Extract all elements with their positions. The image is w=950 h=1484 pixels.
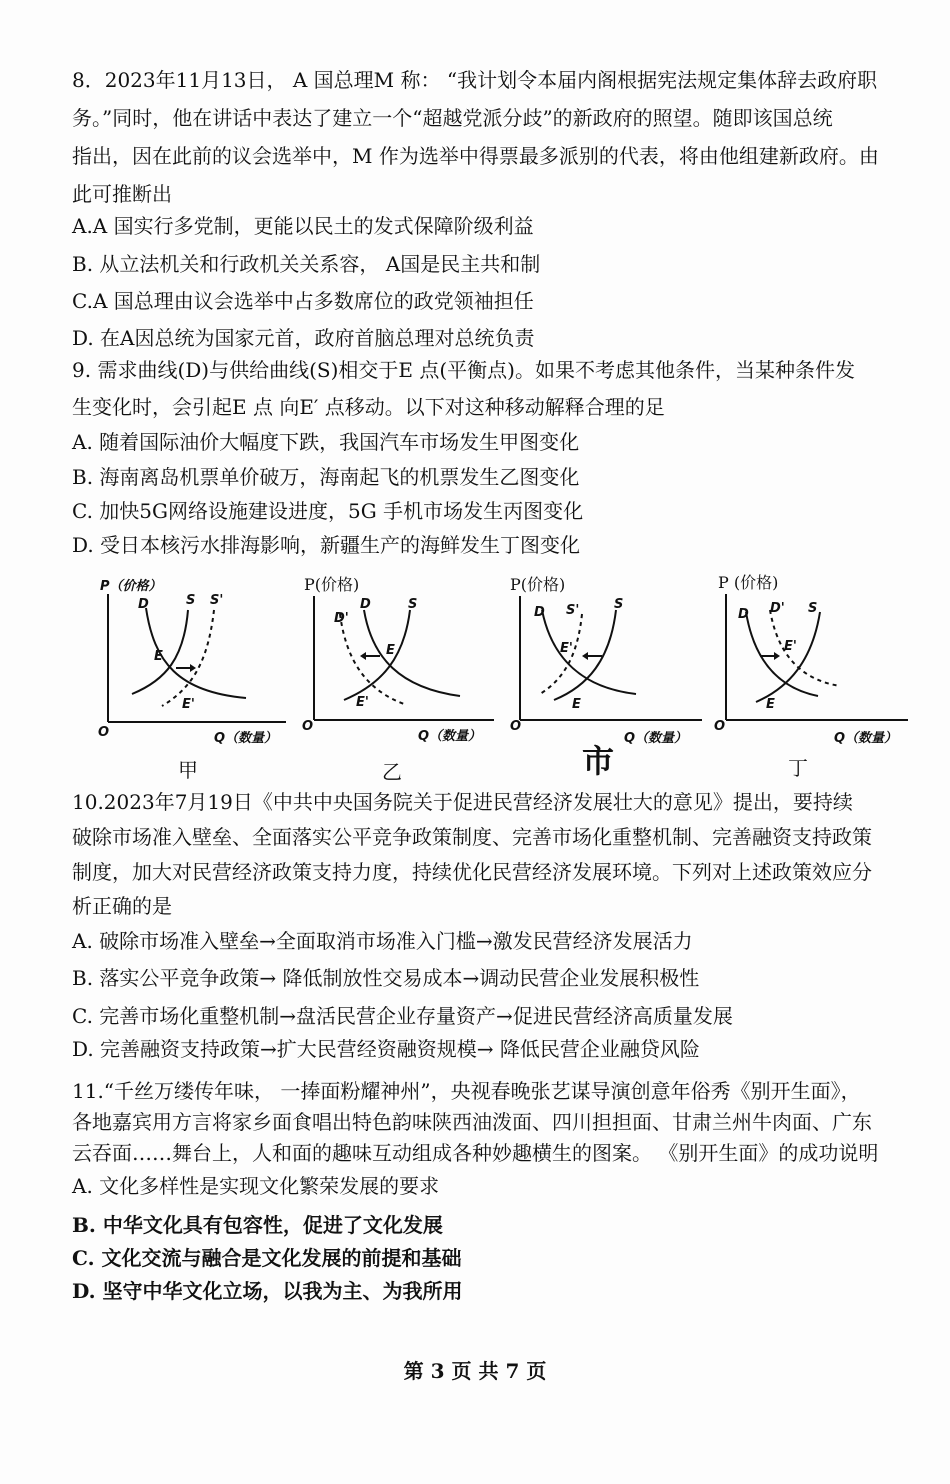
graph-jia-origin: O bbox=[98, 725, 110, 740]
graph-ding-label-d: D bbox=[738, 607, 749, 622]
graph-bing-label-s: S bbox=[614, 597, 624, 612]
graph-yi-caption: 乙 bbox=[382, 760, 402, 784]
graph-yi-label-d-prime: D' bbox=[334, 611, 349, 626]
q10-stem-line-4: 析正确的是 bbox=[72, 894, 172, 918]
graph-yi-origin: O bbox=[302, 719, 314, 734]
graph-ding-p-label: P (价格) bbox=[718, 573, 779, 592]
q8-stem-line-1: 8．2023年11月13日， A 国总理M 称： “我计划令本届内阁根据宪法规定集体辞去政府职 bbox=[72, 68, 878, 92]
graph-ding-demand-curve-new bbox=[770, 610, 840, 686]
q10-option-b: B. 落实公平竞争政策→ 降低制放性交易成本→调动民营企业发展积极性 bbox=[72, 966, 700, 990]
graph-bing-label-d: D bbox=[534, 605, 545, 620]
graph-jia-label-s-prime: S' bbox=[210, 593, 224, 608]
graph-yi-label-s: S bbox=[408, 597, 418, 612]
graph-bing-arrow-head bbox=[582, 652, 588, 660]
graph-ding-label-s: S bbox=[808, 601, 818, 616]
graph-jia-label-d: D bbox=[138, 597, 149, 612]
q11-stem-line-3: 云吞面……舞台上，人和面的趣味互动组成各种妙趣横生的图案。 《别开生面》的成功说明 bbox=[72, 1141, 879, 1165]
graph-jia-point-e: E bbox=[154, 649, 163, 664]
q10-option-a: A. 破除市场准入壁垒→全面取消市场准入门槛→激发民营经济发展活力 bbox=[72, 929, 693, 953]
graph-yi-demand-curve bbox=[364, 610, 460, 696]
graph-bing-q-label: Q（数量） bbox=[624, 731, 688, 746]
q9-option-a: A. 随着国际油价大幅度下跌，我国汽车市场发生甲图变化 bbox=[72, 430, 580, 454]
graph-jia-p-label: P（价格） bbox=[100, 579, 162, 594]
q8-option-b: B. 从立法机关和行政机关关系容， A国是民主共和制 bbox=[72, 252, 541, 276]
graph-ding-label-d-prime: D' bbox=[770, 601, 785, 616]
q10-option-c: C. 完善市场化重整机制→盘活民营企业存量资产→促进民营经济高质量发展 bbox=[72, 1004, 733, 1028]
graph-ding bbox=[712, 570, 912, 748]
graph-yi-arrow-head bbox=[360, 652, 366, 660]
q11-option-b: B. 中华文化具有包容性，促进了文化发展 bbox=[72, 1213, 443, 1237]
graph-jia bbox=[96, 570, 296, 748]
graph-jia-caption: 甲 bbox=[178, 758, 198, 782]
q11-option-d: D. 坚守中华文化立场，以我为主、为我所用 bbox=[72, 1279, 463, 1303]
graph-ding-point-e-prime: E' bbox=[784, 639, 797, 654]
graph-ding-caption: 丁 bbox=[788, 756, 808, 780]
graph-yi bbox=[300, 570, 500, 748]
graph-ding-q-label: Q（数量） bbox=[834, 731, 898, 746]
graph-yi-point-e-prime: E' bbox=[356, 695, 369, 710]
graph-jia-arrow-head bbox=[190, 664, 196, 672]
graph-bing bbox=[506, 570, 706, 748]
q8-stem-line-2: 务。”同时，他在讲话中表达了建立一个“超越党派分歧”的新政府的照望。随即该国总统 bbox=[72, 106, 833, 130]
graph-ding-point-e: E bbox=[766, 697, 775, 712]
graph-jia-supply-curve-new bbox=[162, 610, 214, 706]
q10-stem-line-3: 制度，加大对民营经济政策支持力度，持续优化民营经济发展环境。下列对上述政策效应分 bbox=[72, 860, 872, 884]
graph-yi-point-e: E bbox=[386, 643, 395, 658]
q8-option-a: A.A 国实行多党制，更能以民土的发式保障阶级利益 bbox=[72, 214, 534, 238]
q9-stem-line-1: 9. 需求曲线(D)与供给曲线(S)相交于E 点(平衡点)。如果不考虑其他条件，当某种条件发 bbox=[72, 358, 855, 382]
page-footer: 第 3 页 共 7 页 bbox=[403, 1359, 547, 1383]
graph-bing-caption: 市 bbox=[582, 742, 615, 780]
q9-option-c: C. 加快5G网络设施建设进度，5G 手机市场发生丙图变化 bbox=[72, 499, 584, 523]
q9-option-d: D. 受日本核污水排海影响，新疆生产的海鲜发生丁图变化 bbox=[72, 533, 581, 557]
q9-stem-line-2: 生变化时，会引起E 点 向E′ 点移动。以下对这种移动解释合理的足 bbox=[72, 395, 665, 419]
q11-option-a: A. 文化多样性是实现文化繁荣发展的要求 bbox=[72, 1174, 440, 1198]
q11-stem-line-1: 11.“千丝万缕传年味， 一捧面粉耀神州”，央视春晚张艺谋导演创意年俗秀《别开生面》， bbox=[72, 1079, 861, 1103]
graph-bing-point-e-prime: E' bbox=[560, 641, 573, 656]
graph-jia-label-s: S bbox=[186, 593, 196, 608]
graph-ding-arrow-head bbox=[774, 652, 780, 660]
graph-bing-origin: O bbox=[510, 719, 522, 734]
graph-yi-p-label: P(价格) bbox=[304, 575, 360, 594]
q11-stem-line-2: 各地嘉宾用方言将家乡面食唱出特色韵味陕西油泼面、四川担担面、甘肃兰州牛肉面、广东 bbox=[72, 1110, 872, 1134]
graph-bing-label-s-prime: S' bbox=[566, 603, 580, 618]
q8-option-c: C.A 国总理由议会选举中占多数席位的政党领袖担任 bbox=[72, 289, 534, 313]
graph-bing-point-e: E bbox=[572, 697, 581, 712]
q10-stem-line-1: 10.2023年7月19日《中共中央国务院关于促进民营经济发展壮大的意见》提出，要持续 bbox=[72, 790, 853, 814]
q11-option-c: C. 文化交流与融合是文化发展的前提和基础 bbox=[72, 1246, 462, 1270]
q9-option-b: B. 海南离岛机票单价破万，海南起飞的机票发生乙图变化 bbox=[72, 465, 580, 489]
graph-jia-point-e-prime: E' bbox=[182, 697, 195, 712]
q8-stem-line-3: 指出，因在此前的议会选举中，M 作为选举中得票最多派别的代表，将由他组建新政府。由 bbox=[72, 144, 879, 168]
q8-stem-line-4: 此可推断出 bbox=[72, 182, 172, 206]
graph-ding-origin: O bbox=[714, 719, 726, 734]
graph-bing-p-label: P(价格) bbox=[510, 575, 566, 594]
q8-option-d: D. 在A因总统为国家元首，政府首脑总理对总统负责 bbox=[72, 326, 535, 350]
graph-yi-q-label: Q（数量） bbox=[418, 729, 482, 744]
q10-option-d: D. 完善融资支持政策→扩大民营经资融资规模→ 降低民营企业融贷风险 bbox=[72, 1037, 700, 1061]
graph-yi-label-d: D bbox=[360, 597, 371, 612]
q10-stem-line-2: 破除市场准入壁垒、全面落实公平竞争政策制度、完善市场化重整机制、完善融资支持政策 bbox=[72, 825, 872, 849]
graph-jia-q-label: Q（数量） bbox=[214, 731, 278, 746]
